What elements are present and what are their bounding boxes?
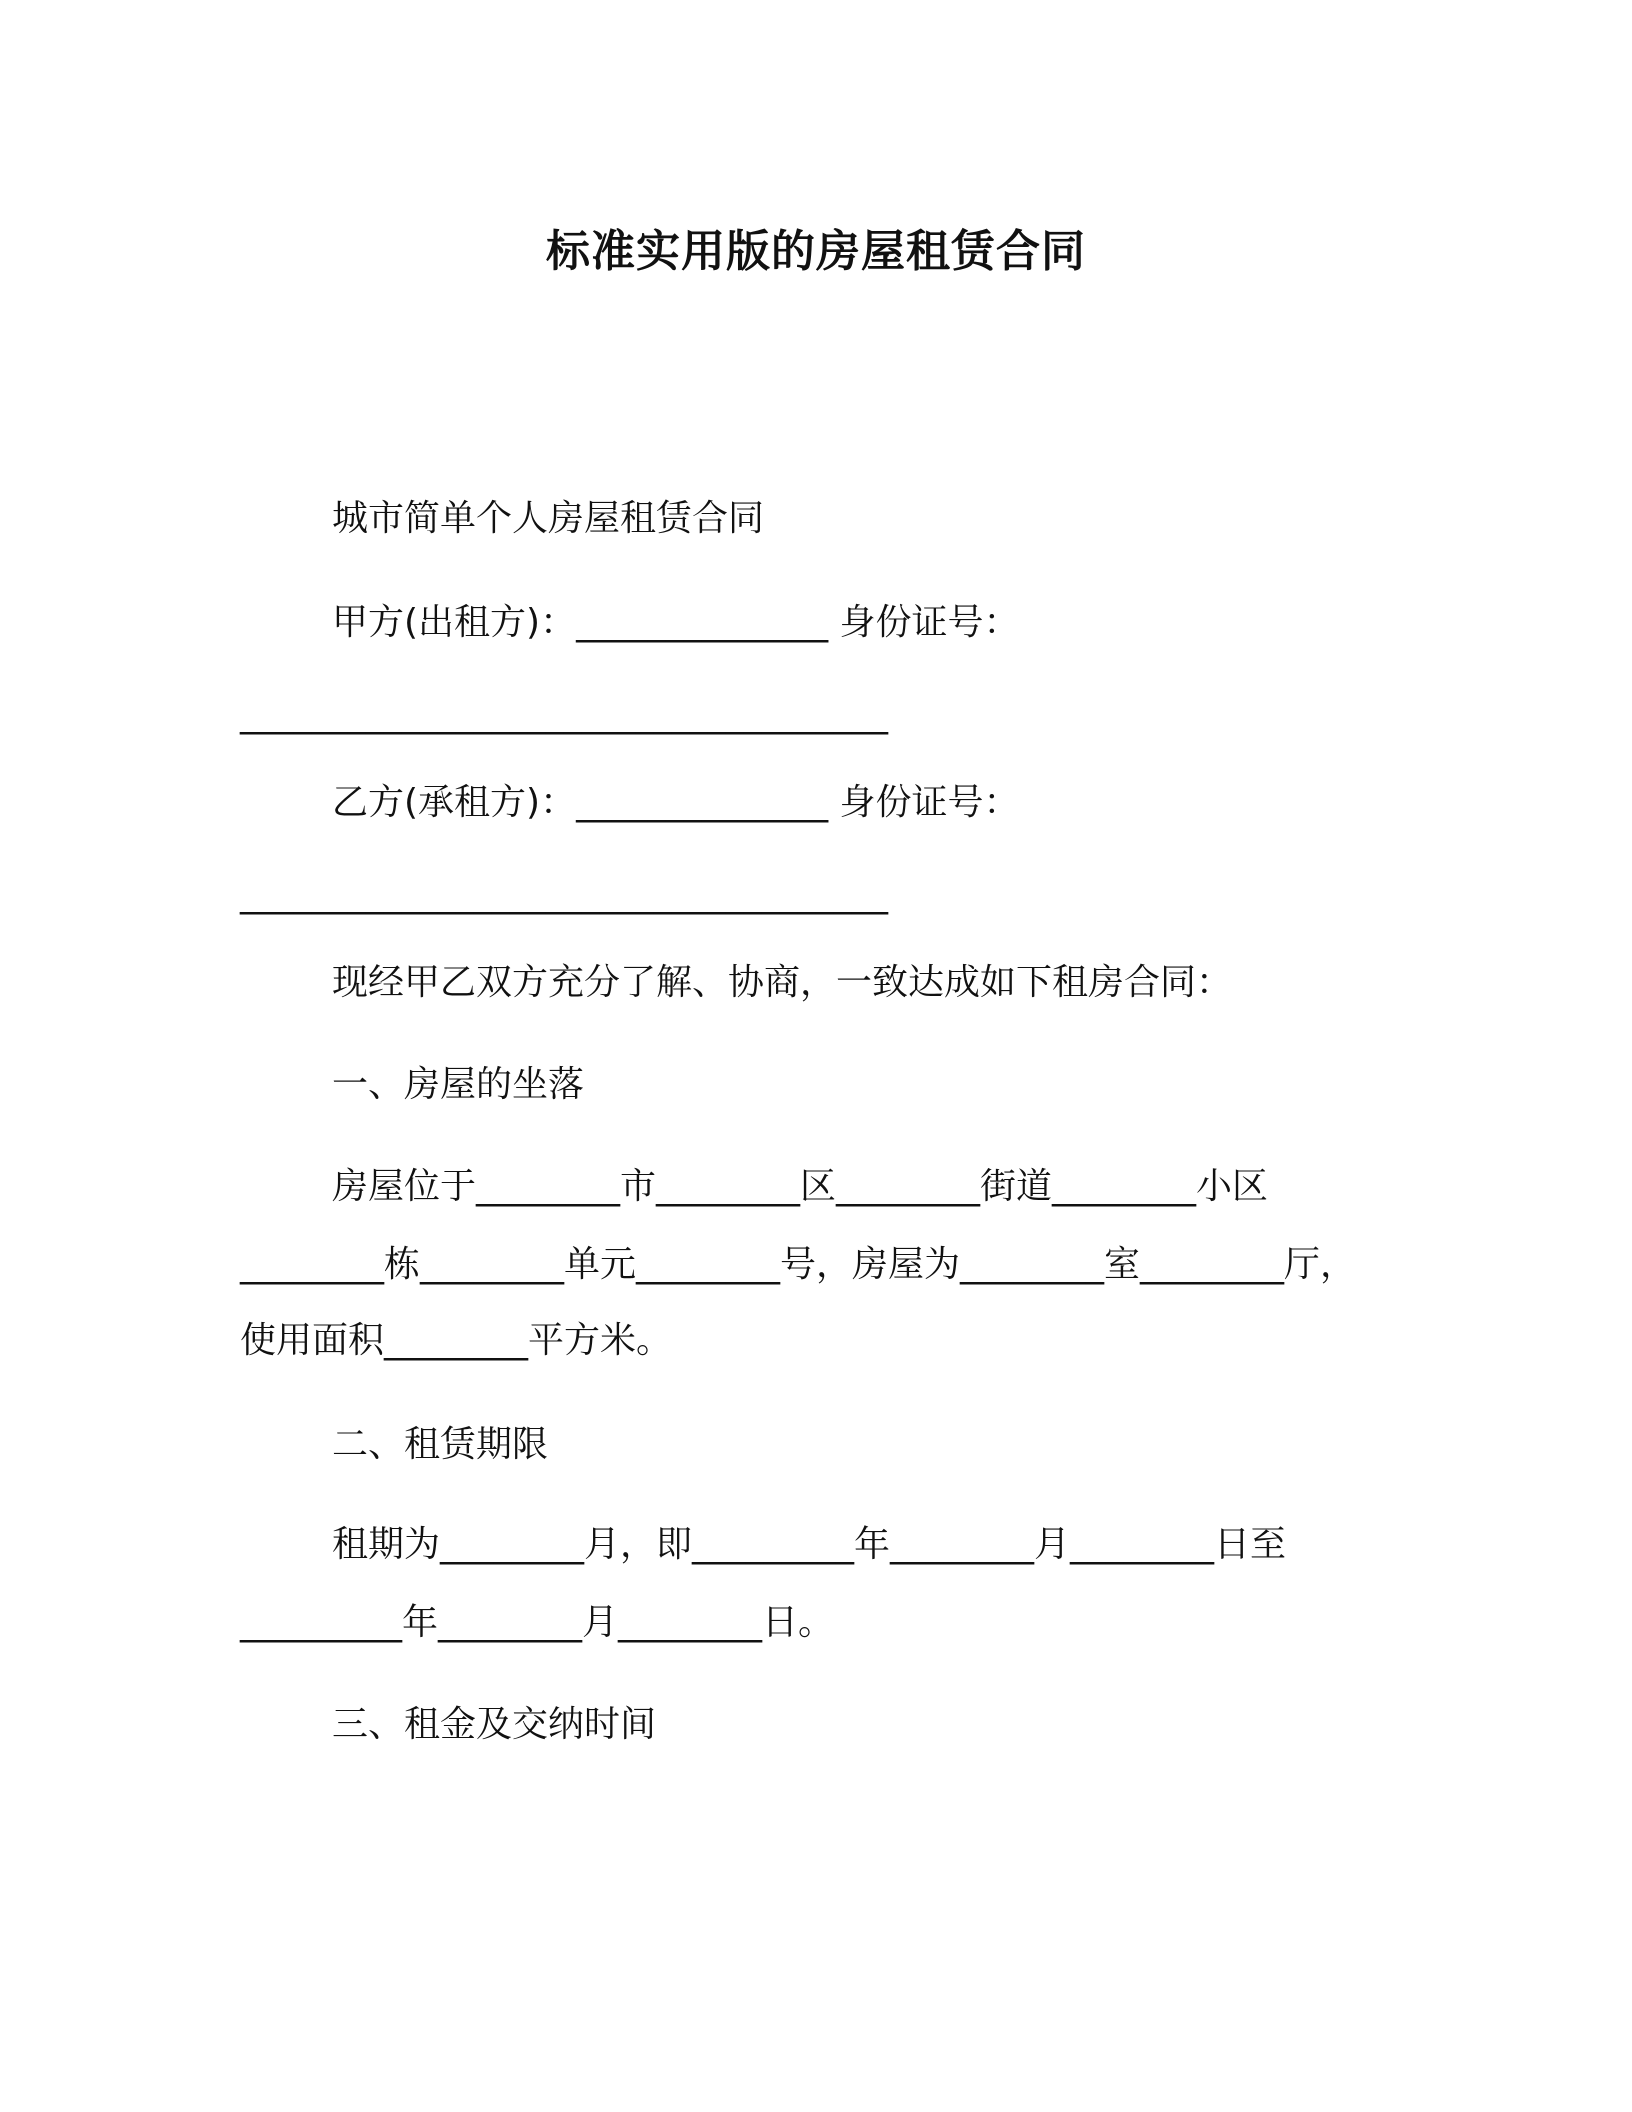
section-heading-rent: 三、租金及交纳时间 [332,1704,657,1745]
section-heading-term: 二、租赁期限 [332,1424,549,1465]
location-line-3: 使用面积________平方米。 [240,1320,673,1361]
agreement-intro: 现经甲乙双方充分了解、协商，一致达成如下租房合同： [332,962,1233,1003]
location-line-2: ________栋________单元________号，房屋为________室________厅， [240,1244,1357,1285]
term-line-2: _________年________月________日。 [240,1602,834,1643]
party-a-id-blank: ____________________________________ [240,694,888,735]
party-a-line: 甲方(出租方)：______________ 身份证号： [332,602,1020,643]
section-heading-location: 一、房屋的坐落 [332,1064,585,1105]
party-b-line: 乙方(承租方)：______________ 身份证号： [332,782,1020,823]
location-line-1: 房屋位于________市________区________街道________小区 [332,1166,1269,1207]
party-b-id-blank: ____________________________________ [240,874,888,915]
term-line-1: 租期为________月，即_________年________月________日至 [332,1524,1287,1565]
document-title: 标准实用版的房屋租赁合同 [546,226,1086,277]
subtitle-line: 城市简单个人房屋租赁合同 [332,498,765,539]
